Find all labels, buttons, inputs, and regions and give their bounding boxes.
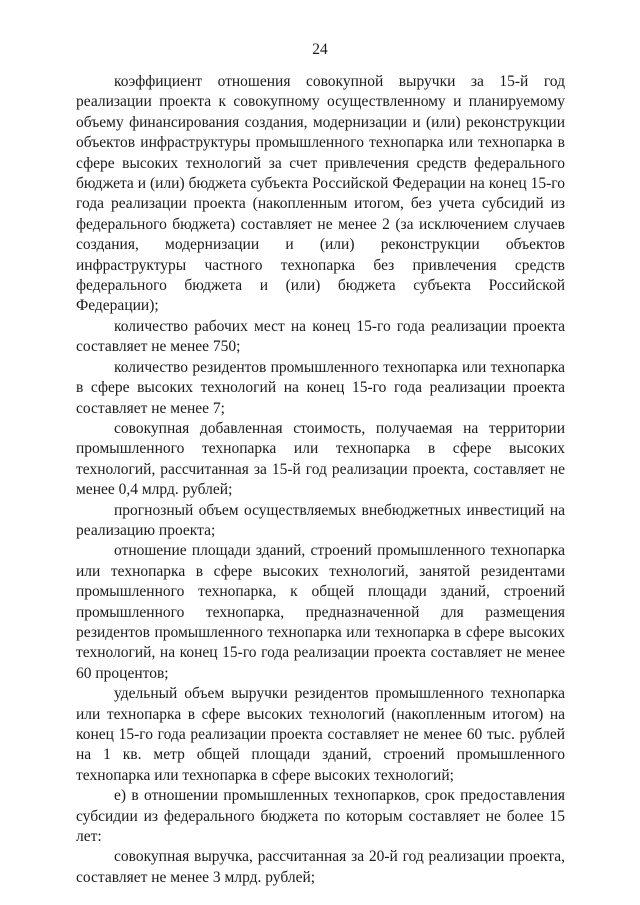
page-number: 24 — [312, 41, 328, 58]
paragraph-occupancy-ratio: отношение площади зданий, строений промышленного технопарка или технопарка в сфере высоких технологий, занятой резидентами промышленного технопарка, к общей площади зданий, строений промышленного технопарка, предназначенной для размещения резидентов промышленного технопарка или технопарка в сфере высоких технологий, на конец 15-го года реализации проекта составляет не менее 60 процентов; — [76, 542, 565, 682]
paragraph-item-e: е) в отношении промышленных технопарков, срок предоставления субсидии из федерального бюджета по которым составляет не более 15 лет: — [76, 787, 565, 846]
document-body — [76, 72, 565, 888]
paragraph-total-revenue-20th-year: совокупная выручка, рассчитанная за 20-й год реализации проекта, составляет не менее 3 млрд. рублей; — [76, 848, 565, 886]
paragraph-residents-count: количество резидентов промышленного технопарка или технопарка в сфере высоких технологий на конец 15-го года реализации проекта составляет не менее 7; — [76, 358, 565, 417]
paragraph-jobs-count: количество рабочих мест на конец 15-го года реализации проекта составляет не менее 750; — [76, 317, 565, 356]
paragraph-revenue-per-sqm: удельный объем выручки резидентов промышленного технопарка или технопарка в сфере высоких технологий (накопленным итогом) на конец 15-го года реализации проекта составляет не менее 60 тыс. рублей на 1 кв. метр общей площади зданий, строений промышленного технопарка или технопарка в сфере высоких технологий; — [76, 685, 565, 784]
paragraph-added-value: совокупная добавленная стоимость, получаемая на территории промышленного технопарка или технопарка в сфере высоких технологий, рассчитанная за 15-й год реализации проекта, составляет не менее 0,4 млрд. рублей; — [76, 419, 565, 499]
paragraph-extrabudgetary-investment: прогнозный объем осуществляемых внебюджетных инвестиций на реализацию проекта; — [76, 501, 565, 539]
paragraph-revenue-ratio: коэффициент отношения совокупной выручки за 15-й год реализации проекта к совокупному осуществленному и планируемому объему финансирования создания, модернизации и (или) реконструкции объектов инфраструктуры промышленного технопарка или технопарка в сфере высоких технологий за счет привлечения средств федерального бюджета и (или) бюджета субъекта Российской Федерации на конец 15-го года реализации проекта (накопленным итогом, без учета субсидий из федерального бюджета) составляет не менее 2 (за исключением случаев создания, модернизации и (или) реконструкции объектов инфраструктуры частного технопарка без привлечения средств федерального бюджета и (или) бюджета субъекта Российской Федерации); — [76, 73, 565, 315]
